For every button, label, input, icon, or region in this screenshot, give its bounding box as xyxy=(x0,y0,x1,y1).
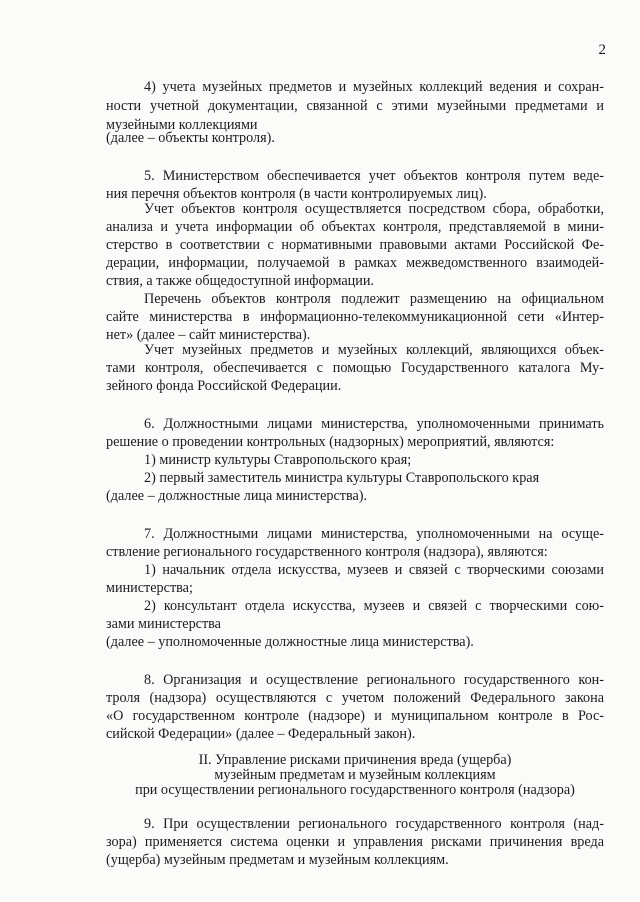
text-line: ности учетной документации, связанной с этими музейными предметами и xyxy=(106,98,604,114)
text-line: нет» (далее – сайт министерства). xyxy=(106,327,311,343)
text-line: музейными коллекциями xyxy=(106,117,258,133)
text-line: министерства; xyxy=(106,580,193,596)
text-line: дерации, информации, получаемой в рамках межведомственного взаимодей- xyxy=(106,255,604,271)
text-line: Перечень объектов контроля подлежит размещению на официальном xyxy=(144,291,604,307)
text-line: тами контроля, обеспечивается с помощью Государственного каталога Му- xyxy=(106,360,604,376)
text-line: ствия, а также общедоступной информации. xyxy=(106,273,374,289)
text-line: 8. Организация и осуществление регионального государственного кон- xyxy=(144,672,604,688)
text-line: троля (надзора) осуществляются с учетом положений Федерального закона xyxy=(106,690,604,706)
text-line: решение о проведении контрольных (надзорных) мероприятий, являются: xyxy=(106,434,555,450)
text-line: ствление регионального государственного контроля (надзора), являются: xyxy=(106,544,548,560)
page-number: 2 xyxy=(598,42,606,58)
text-line: стерство в соответствии с нормативными правовыми актами Российской Фе- xyxy=(106,237,604,253)
list-item: 2) первый заместитель министра культуры Ставропольского края xyxy=(144,470,540,486)
section-heading: II. Управление рисками причинения вреда (ущерба) xyxy=(198,752,512,768)
text-line: 4) учета музейных предметов и музейных коллекций ведения и сохран- xyxy=(144,79,604,95)
text-line: (далее – должностные лица министерства). xyxy=(106,488,368,504)
text-line: ния перечня объектов контроля (в части контролируемых лиц). xyxy=(106,186,487,202)
text-line: 6. Должностными лицами министерства, уполномоченными принимать xyxy=(144,416,604,432)
text-line: (ущерба) музейным предметам и музейным коллекциям. xyxy=(106,852,449,868)
text-line: «О государственном контроле (надзоре) и муниципальном контроле в Рос- xyxy=(106,708,604,724)
text-line: зора) применяется система оценки и управления рисками причинения вреда xyxy=(106,834,604,850)
text-line: Учет музейных предметов и музейных коллекций, являющихся объек- xyxy=(144,342,604,358)
section-heading: при осуществлении регионального государственного контроля (надзора) xyxy=(135,782,575,798)
text-line: зами министерства xyxy=(106,616,221,632)
text-line: зейного фонда Российской Федерации. xyxy=(106,378,342,394)
text-line: (далее – уполномоченные должностные лица министерства). xyxy=(106,634,474,650)
text-line: анализа и учета информации об объектах контроля, представляемой в мини- xyxy=(106,219,604,235)
text-line: сийской Федерации» (далее – Федеральный закон). xyxy=(106,726,416,742)
list-item: 2) консультант отдела искусства, музеев и связей с творческими сою- xyxy=(144,598,604,614)
section-heading: музейным предметам и музейным коллекциям xyxy=(214,767,496,783)
text-line: 5. Министерством обеспечивается учет объектов контроля путем веде- xyxy=(144,168,604,184)
text-line: сайте министерства в информационно-телекоммуникационной сети «Интер- xyxy=(106,309,604,325)
list-item: 1) министр культуры Ставропольского края; xyxy=(144,452,412,468)
text-line: Учет объектов контроля осуществляется посредством сбора, обработки, xyxy=(144,201,604,217)
list-item: 1) начальник отдела искусства, музеев и связей с творческими союзами xyxy=(144,562,604,578)
text-line: (далее – объекты контроля). xyxy=(106,130,275,146)
text-line: 9. При осуществлении регионального государственного контроля (над- xyxy=(144,816,604,832)
text-line: 7. Должностными лицами министерства, уполномоченными на осуще- xyxy=(144,526,604,542)
